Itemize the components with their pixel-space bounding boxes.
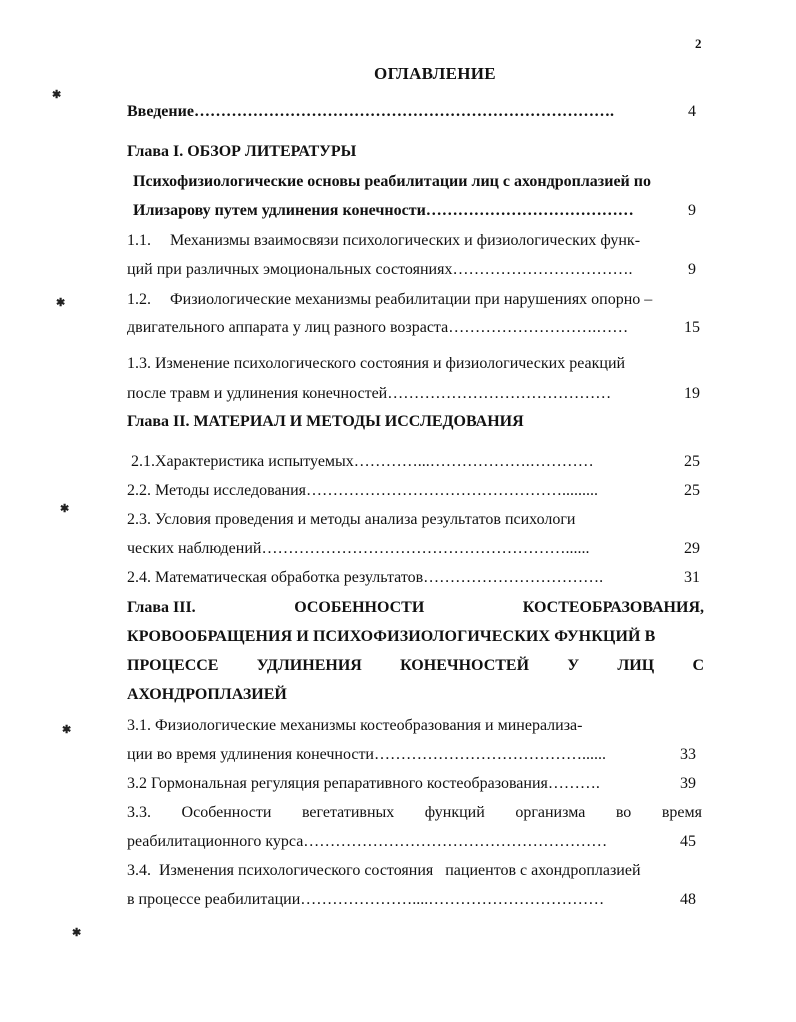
toc-2-1-page: 25 — [684, 453, 700, 470]
chapter-1-subtitle-line2[interactable]: Илизарову путем удлинения конечности………………………………… — [133, 202, 634, 219]
toc-3-3-line1[interactable]: 3.3. Особенности вегетативных функций организма во время — [127, 804, 702, 821]
toc-3-1-line1[interactable]: 3.1. Физиологические механизмы костеобразования и минерализа- — [127, 717, 583, 734]
toc-3-3-page: 45 — [680, 833, 696, 850]
toc-2-1[interactable]: 2.1.Характеристика испытуемых…………...……………….………… — [131, 453, 594, 470]
chapter-3-heading-line2[interactable]: КРОВООБРАЩЕНИЯ И ПСИХОФИЗИОЛОГИЧЕСКИХ ФУНКЦИЙ В — [127, 628, 656, 645]
toc-2-2-page: 25 — [684, 482, 700, 499]
scan-speck: ✱ — [62, 724, 72, 736]
toc-1-1-page: 9 — [688, 261, 696, 278]
toc-1-2-line1[interactable]: Физиологические механизмы реабилитации при нарушениях опорно – — [170, 291, 653, 308]
chapter-3-heading-line3[interactable]: ПРОЦЕССЕ УДЛИНЕНИЯ КОНЕЧНОСТЕЙ У ЛИЦ С — [127, 657, 704, 674]
chapter-1-page: 9 — [688, 202, 696, 219]
toc-1-2-number: 1.2. — [127, 291, 151, 308]
toc-2-4-page: 31 — [684, 569, 700, 586]
toc-1-2-line2[interactable]: двигательного аппарата у лиц разного возраста……………………….…… — [127, 319, 629, 336]
toc-3-1-page: 33 — [680, 746, 696, 763]
chapter-1-subtitle-line1[interactable]: Психофизиологические основы реабилитации лиц с ахондроплазией по — [133, 173, 651, 190]
chapter-2-heading[interactable]: Глава II. МАТЕРИАЛ И МЕТОДЫ ИССЛЕДОВАНИЯ — [127, 413, 524, 430]
chapter-3-heading-line1[interactable]: Глава III. ОСОБЕННОСТИ КОСТЕОБРАЗОВАНИЯ, — [127, 599, 704, 616]
toc-1-1-line1[interactable]: Механизмы взаимосвязи психологических и физиологических функ- — [170, 232, 641, 249]
page-number: 2 — [695, 36, 702, 51]
toc-2-2[interactable]: 2.2. Методы исследования…………………………………………......... — [127, 482, 599, 499]
toc-3-1-line2[interactable]: ции во время удлинения конечности…………………………………...... — [127, 746, 606, 763]
toc-2-3-line2[interactable]: ческих наблюдений…………………………………………………...... — [127, 540, 590, 557]
scan-speck: ✱ — [72, 927, 82, 939]
toc-3-4-line2[interactable]: в процессе реабилитации…………………....…………………………… — [127, 891, 605, 908]
toc-1-3-page: 19 — [684, 385, 700, 402]
scan-speck: ✱ — [60, 503, 70, 515]
toc-3-3-line2[interactable]: реабилитационного курса………………………………………………… — [127, 833, 608, 850]
toc-1-1-number: 1.1. — [127, 232, 151, 249]
toc-3-4-line1[interactable]: 3.4. Изменения психологического состояния пациентов с ахондроплазией — [127, 862, 641, 879]
toc-1-2-page: 15 — [684, 319, 700, 336]
toc-3-2[interactable]: 3.2 Гормональная регуляция репаративного костеобразования………. — [127, 775, 600, 792]
toc-1-1-line2[interactable]: ций при различных эмоциональных состояниях……………………………. — [127, 261, 633, 278]
toc-2-3-line1[interactable]: 2.3. Условия проведения и методы анализа результатов психологи — [127, 511, 576, 528]
scan-speck: ✱ — [56, 297, 66, 309]
toc-intro[interactable]: Введение……………………………………………………………………. — [127, 103, 614, 120]
scan-speck: ✱ — [52, 89, 62, 101]
chapter-3-heading-line4[interactable]: АХОНДРОПЛАЗИЕЙ — [127, 686, 287, 703]
chapter-1-heading[interactable]: Глава I. ОБЗОР ЛИТЕРАТУРЫ — [127, 143, 357, 160]
toc-1-3-line2[interactable]: после травм и удлинения конечностей…………………………………… — [127, 385, 612, 402]
toc-2-4[interactable]: 2.4. Математическая обработка результатов……………………………. — [127, 569, 604, 586]
toc-2-3-page: 29 — [684, 540, 700, 557]
toc-3-4-page: 48 — [680, 891, 696, 908]
toc-intro-page: 4 — [688, 103, 696, 120]
toc-3-2-page: 39 — [680, 775, 696, 792]
toc-1-3-line1[interactable]: 1.3. Изменение психологического состояния и физиологических реакций — [127, 355, 626, 372]
page-title: ОГЛАВЛЕНИЕ — [374, 64, 496, 83]
